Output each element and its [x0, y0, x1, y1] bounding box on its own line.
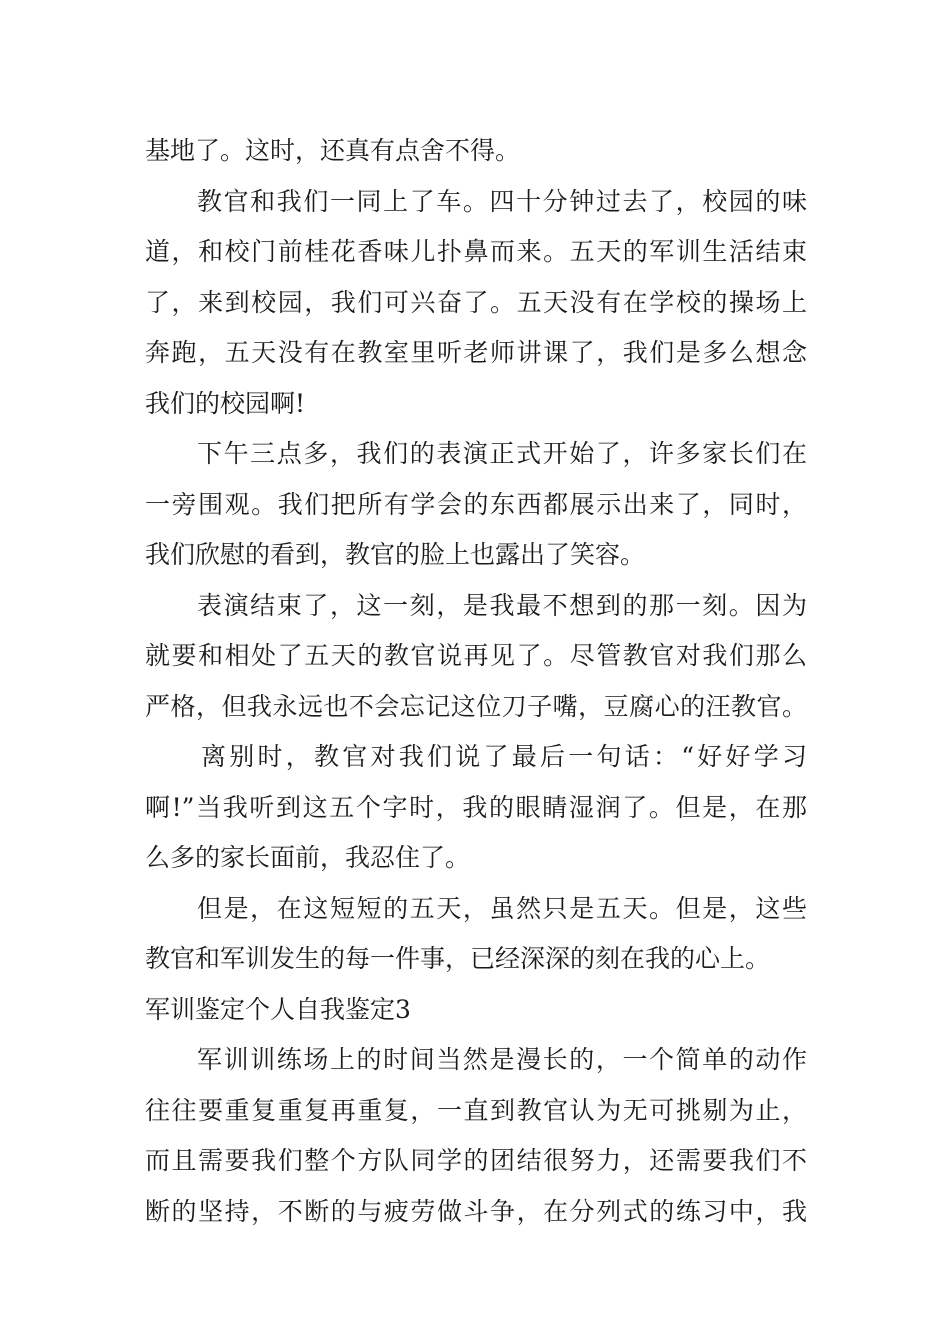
text-line: 断的坚持，不断的与疲劳做斗争，在分列式的练习中，我 [145, 1196, 807, 1226]
text-line: 往往要重复重复再重复，一直到教官认为无可挑剔为止， [145, 1095, 807, 1125]
text-line: 而且需要我们整个方队同学的团结很努力，还需要我们不 [145, 1146, 807, 1175]
paragraph-first-line: 下午三点多，我们的表演正式开始了，许多家长们在 [197, 439, 807, 468]
text-line: 我们欣慰的看到，教官的脸上也露出了笑容。 [145, 540, 646, 569]
paragraph-first-line: 军训训练场上的时间当然是漫长的，一个简单的动作 [197, 1045, 807, 1074]
text-line: 严格，但我永远也不会忘记这位刀子嘴，豆腐心的汪教官。 [145, 691, 807, 721]
text-line: 了，来到校园，我们可兴奋了。五天没有在学校的操场上 [145, 287, 807, 317]
text-line: 么多的家长面前，我忍住了。 [145, 843, 471, 872]
section-heading: 军训鉴定个人自我鉴定3 [145, 994, 411, 1024]
text-line: 就要和相处了五天的教官说再见了。尽管教官对我们那么 [145, 641, 807, 670]
paragraph-first-line: 但是，在这短短的五天，虽然只是五天。但是，这些 [197, 893, 807, 923]
text-line: 教官和军训发生的每一件事，已经深深的刻在我的心上。 [145, 944, 771, 973]
text-line: 奔跑，五天没有在教室里听老师讲课了，我们是多么想念 [145, 338, 807, 367]
text-line: 基地了。这时，还真有点舍不得。 [145, 136, 521, 165]
text-line: 一旁围观。我们把所有学会的东西都展示出来了，同时， [145, 489, 807, 519]
document-body [145, 126, 807, 1237]
paragraph-first-line: 教官和我们一同上了车。四十分钟过去了，校园的味 [197, 186, 807, 216]
text-line: 道，和校门前桂花香味儿扑鼻而来。五天的军训生活结束 [145, 237, 807, 266]
paragraph-first-line: 表演结束了，这一刻，是我最不想到的那一刻。因为 [197, 590, 807, 620]
text-line: 啊!”当我听到这五个字时，我的眼睛湿润了。但是，在那 [145, 792, 807, 822]
paragraph-first-line: 离别时，教官对我们说了最后一句话：“好好学习 [201, 742, 807, 771]
text-line: 我们的校园啊! [145, 388, 306, 418]
